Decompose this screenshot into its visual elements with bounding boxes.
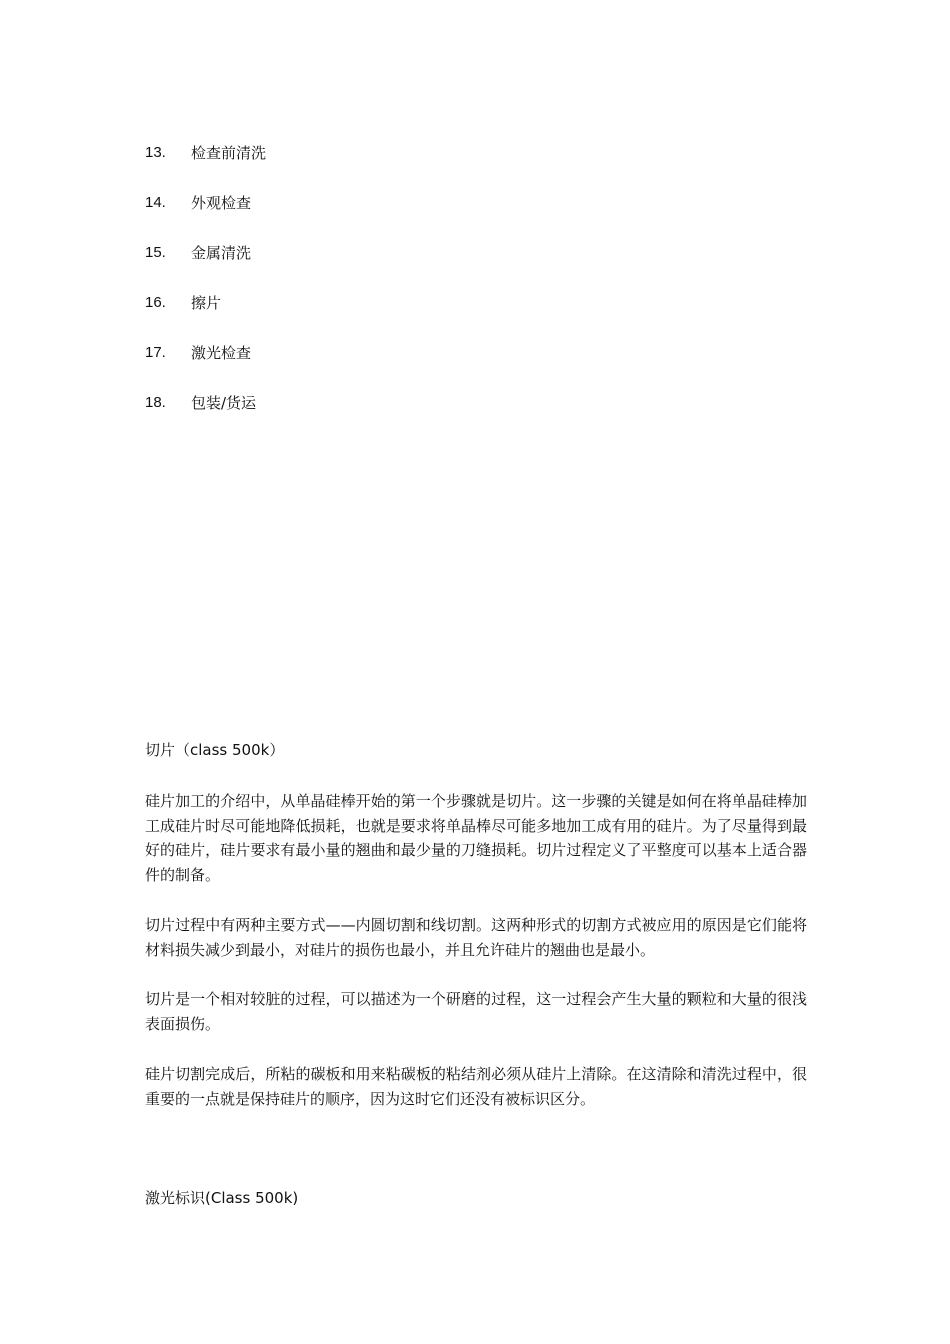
section-heading-slicing: 切片（class 500k）	[145, 741, 285, 759]
list-number: 18.	[145, 394, 166, 411]
list-number: 17.	[145, 344, 166, 361]
list-text: 激光检查	[191, 344, 252, 362]
list-number: 15.	[145, 244, 166, 261]
list-text: 金属清洗	[191, 244, 252, 262]
process-step-list	[145, 142, 745, 442]
list-item	[145, 242, 745, 292]
list-item	[145, 342, 745, 392]
list-number: 13.	[145, 144, 166, 161]
list-number: 14.	[145, 194, 166, 211]
list-item	[145, 142, 745, 192]
paragraph: 硅片切割完成后，所粘的碳板和用来粘碳板的粘结剂必须从硅片上清除。在这清除和清洗过程中，很重要的一点就是保持硅片的顺序，因为这时它们还没有被标识区分。	[145, 1065, 807, 1108]
paragraph: 切片过程中有两种主要方式——内圆切割和线切割。这两种形式的切割方式被应用的原因是它们能将材料损失减少到最小，对硅片的损伤也最小，并且允许硅片的翘曲也是最小。	[145, 916, 807, 959]
list-text: 擦片	[191, 294, 222, 312]
section-heading-laser-marking: 激光标识(Class 500k)	[145, 1189, 299, 1207]
list-text: 检查前清洗	[191, 144, 267, 162]
list-item	[145, 292, 745, 342]
paragraph: 硅片加工的介绍中，从单晶硅棒开始的第一个步骤就是切片。这一步骤的关键是如何在将单晶硅棒加工成硅片时尽可能地降低损耗，也就是要求将单晶棒尽可能多地加工成有用的硅片。为了尽量得到最好的硅片，硅片要求有最小量的翘曲和最少量的刀缝损耗。切片过程定义了平整度可以基本上适合器件的制备。	[145, 792, 807, 884]
list-number: 16.	[145, 294, 166, 311]
list-text: 外观检查	[191, 194, 252, 212]
paragraph: 切片是一个相对较脏的过程，可以描述为一个研磨的过程，这一过程会产生大量的颗粒和大量的很浅表面损伤。	[145, 990, 807, 1033]
list-item	[145, 392, 745, 442]
list-item	[145, 192, 745, 242]
list-text: 包装/货运	[191, 394, 257, 412]
